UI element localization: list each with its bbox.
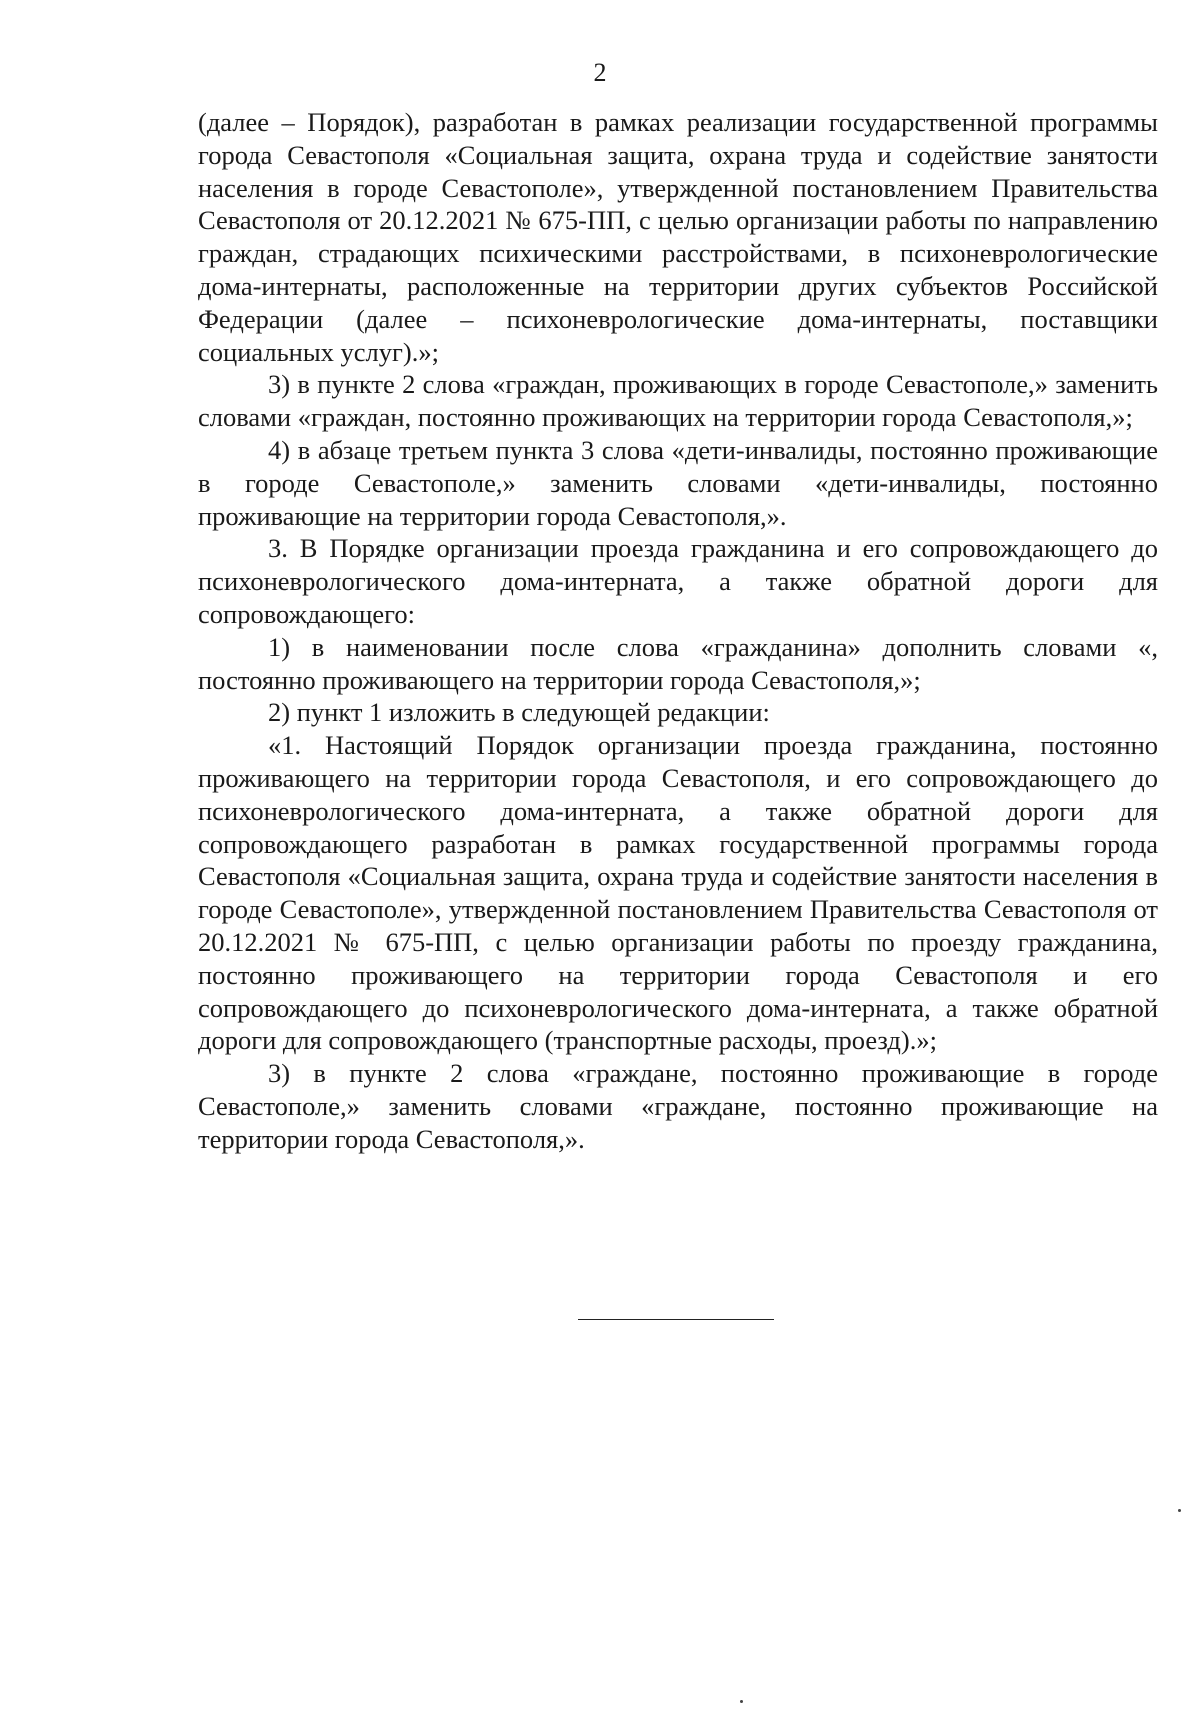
paragraph-new-point-1-text: «1. Настоящий Порядок организации проезда гражданина, постоянно проживающего на территории города Севастополя, и его сопровождающего до психоневрологического дома-интерната, а также обратной дороги для сопровождающего разработан в рамках государственной программы города Севастополя «Социальная защита, охрана труда и содействие занятости населения в городе Севастополе», утвержденной постановлением Правительства Севастополя от 20.12.2021 № 675-ПП, с целью организации работы по проезду гражданина, постоянно проживающего на территории города Севастополя и его сопровождающего до психоневрологического дома-интерната, а также обратной дороги для сопровождающего (транспортные расходы, проезд).»; <box>198 730 1158 1056</box>
paragraph-section-3-item-1: 1) в наименовании после слова «гражданина» дополнить словами «, постоянно проживающего на территории города Севастополя,»; <box>198 631 1158 695</box>
page-number: 2 <box>593 58 607 87</box>
paragraph-amendment-item-4: 4) в абзаце третьем пункта 3 слова «дети-инвалиды, постоянно проживающие в городе Севастополе,» заменить словами «дети-инвалиды, постоянно проживающие на территории города Севастополя,». <box>198 434 1158 531</box>
paragraph-section-3-heading: 3. В Порядке организации проезда гражданина и его сопровождающего до психоневрологического дома-интерната, а также обратной дороги для сопровождающего: <box>198 533 1158 629</box>
scan-speck <box>1178 1509 1181 1512</box>
paragraph-section-3-item-3: 3) в пункте 2 слова «граждане, постоянно проживающие в городе Севастополе,» заменить словами «граждане, постоянно проживающие на территории города Севастополя,». <box>198 1058 1158 1154</box>
end-of-text-rule <box>578 1319 774 1320</box>
document-body <box>198 106 1158 1156</box>
paragraph-amendment-item-3: 3) в пункте 2 слова «граждан, проживающих в городе Севастополе,» заменить словами «граждан, постоянно проживающих на территории города Севастополя,»; <box>198 369 1158 433</box>
paragraph-order-definition-continued: (далее – Порядок), разработан в рамках реализации государственной программы города Севастополя «Социальная защита, охрана труда и содействие занятости населения в городе Севастополе», утвержденной постановлением Правительства Севастополя от 20.12.2021 № 675-ПП, с целью организации работы по направлению граждан, страдающих психическими расстройствами, в психоневрологические дома-интернаты, расположенные на территории других субъектов Российской Федерации (далее – психоневрологические дома-интернаты, поставщики социальных услуг).»; <box>198 107 1158 367</box>
scan-speck <box>740 1700 743 1703</box>
paragraph-section-3-item-2: 2) пункт 1 изложить в следующей редакции: <box>268 697 770 728</box>
